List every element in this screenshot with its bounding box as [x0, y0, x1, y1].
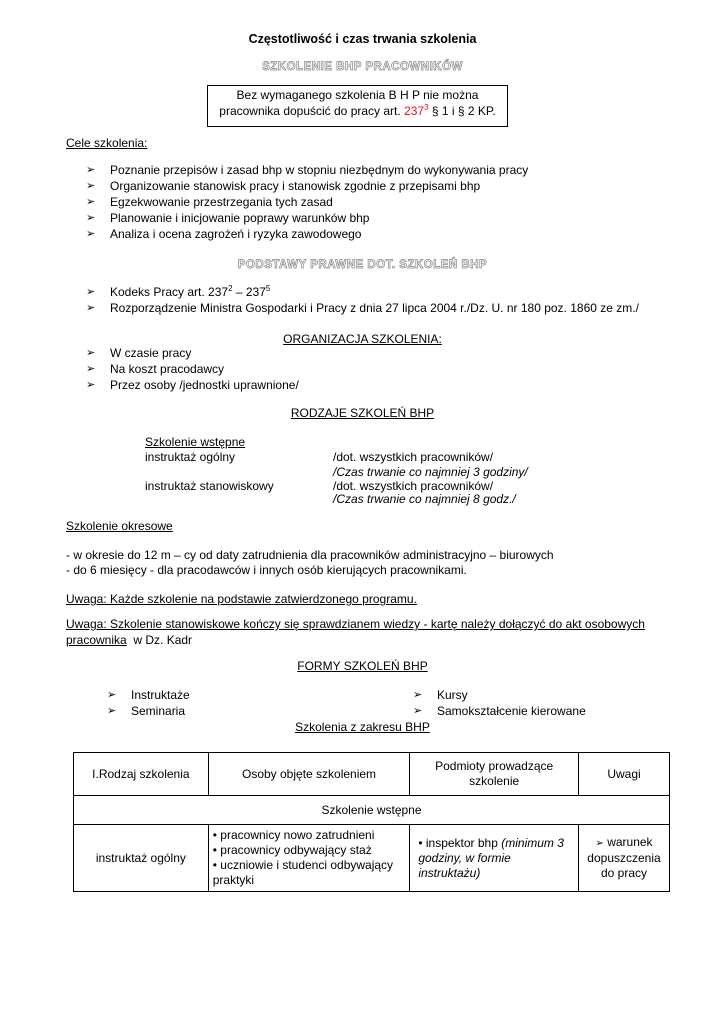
dot-bullet-icon: •: [212, 828, 217, 842]
arrow-bullet-icon: ➢: [413, 689, 423, 701]
notice-article: [404, 104, 428, 118]
list-item: [86, 163, 528, 179]
table-section-cell: Szkolenie wstępne: [74, 796, 670, 825]
arrow-bullet-icon: ➢: [86, 196, 96, 208]
arrow-bullet-icon: ➢: [107, 689, 117, 701]
table-header-cell: Podmioty prowadzące szkolenie: [410, 753, 579, 796]
list-item: [107, 688, 190, 704]
training-table: [73, 752, 670, 892]
organization-heading: ORGANIZACJA SZKOLENIA:: [283, 332, 442, 346]
list-item: [86, 211, 528, 227]
table-header-row: [74, 753, 670, 796]
arrow-bullet-icon: ➢: [86, 180, 96, 192]
table-row: [74, 825, 670, 892]
persons-item: [213, 858, 406, 888]
table-header-cell: Uwagi: [579, 753, 670, 796]
list-item: [86, 301, 639, 317]
arrow-bullet-icon: ➢: [86, 379, 96, 391]
page-title: Częstotliwość i czas trwania szkolenia: [248, 32, 477, 46]
list-item-text: Kursy: [437, 688, 468, 702]
periodic-heading: Szkolenie okresowe: [66, 519, 173, 533]
persons-item-text: pracownicy nowo zatrudnieni: [220, 828, 375, 842]
arrow-bullet-icon: ➢: [86, 363, 96, 375]
list-item-text: W czasie pracy: [110, 346, 192, 360]
table-header-cell: I.Rodzaj szkolenia: [74, 753, 209, 796]
arrow-bullet-icon: ➢: [86, 228, 96, 240]
notice-article-number: 237: [404, 103, 425, 118]
list-item: [86, 285, 639, 301]
arrow-bullet-icon: ➢: [86, 212, 96, 224]
note-1: Uwaga: Każde szkolenie na podstawie zatwierdzonego programu.: [66, 592, 417, 606]
list-item: [86, 227, 528, 243]
provider-text: inspektor bhp: [425, 835, 502, 850]
table-caption: Szkolenia z zakresu BHP: [295, 720, 430, 734]
table-cell-remarks: [579, 825, 670, 892]
list-item-text: Instruktaże: [131, 688, 190, 702]
arrow-bullet-icon: ➢: [86, 164, 96, 176]
list-item-text: Planowanie i inicjowanie poprawy warunków bhp: [110, 211, 370, 225]
list-item-text: Samokształcenie kierowane: [437, 704, 586, 718]
arrow-bullet-icon: ➢: [86, 347, 96, 359]
persons-item: [213, 843, 406, 858]
position-instruction-who: /dot. wszystkich pracowników/: [333, 479, 494, 493]
types-heading: RODZAJE SZKOLEŃ BHP: [290, 406, 435, 420]
arrow-bullet-icon: ➢: [107, 705, 117, 717]
note-2-line1: Uwaga: Szkolenie stanowiskowe kończy się sprawdzianem wiedzy - kartę należy dołączyć do akt osobowych: [66, 617, 645, 631]
list-item-text: Rozporządzenie Ministra Gospodarki i Pracy z dnia 27 lipca 2004 r./Dz. U. nr 180 poz. 1860 ze zm./: [110, 301, 639, 315]
general-instruction-time: /Czas trwanie co najmniej 3 godziny/: [333, 465, 528, 479]
periodic-line2: - do 6 miesięcy - dla pracodawców i innych osób kierujących pracownikami.: [66, 563, 467, 577]
position-instruction-time: /Czas trwanie co najmniej 8 godz./: [333, 492, 516, 506]
legal-heading: PODSTAWY PRAWNE DOT. SZKOLEŃ BHP: [237, 259, 488, 271]
dot-bullet-icon: •: [212, 843, 217, 857]
arrow-bullet-icon: ➢: [595, 838, 604, 849]
list-item: [86, 378, 299, 394]
table-cell-type: instruktaż ogólny: [74, 825, 209, 892]
arrow-bullet-icon: ➢: [86, 302, 96, 314]
remarks-text: warunek dopuszczenia do pracy: [587, 835, 661, 880]
goals-heading: Cele szkolenia:: [66, 136, 148, 150]
legal-item1-prefix: Kodeks Pracy art. 237: [110, 285, 229, 299]
list-item-text: Przez osoby /jednostki uprawnione/: [110, 378, 299, 392]
legal-item1-mid: – 237: [232, 285, 266, 299]
provider-italic-text: (minimum 3 godziny, w formie instruktażu): [418, 835, 564, 880]
legal-item1-sup1: 2: [228, 284, 233, 293]
list-item: [86, 346, 299, 362]
list-item-text: Seminaria: [131, 704, 186, 718]
notice-line2-suffix: § 1 i § 2 KP.: [428, 103, 496, 118]
table-section-row: [74, 796, 670, 825]
notice-line1: Bez wymaganego szkolenia B H P nie można: [236, 88, 479, 102]
initial-training-heading: Szkolenie wstępne: [145, 435, 246, 449]
legal-item1-sup2: 5: [265, 284, 271, 293]
forms-heading: FORMY SZKOLEŃ BHP: [297, 659, 428, 673]
goals-list: [86, 163, 528, 243]
arrow-bullet-icon: ➢: [86, 286, 96, 298]
list-item: [86, 362, 299, 378]
dot-bullet-icon: •: [212, 858, 217, 872]
notice-article-sup: 3: [424, 102, 429, 112]
persons-item: [213, 828, 406, 843]
list-item: [86, 179, 528, 195]
dot-bullet-icon: •: [418, 835, 423, 850]
list-item-text: Na koszt pracodawcy: [110, 362, 225, 376]
list-item-text: Egzekwowanie przestrzegania tych zasad: [110, 195, 333, 209]
organization-list: [86, 346, 299, 394]
list-item-text: Organizowanie stanowisk pracy i stanowisk zgodnie z przepisami bhp: [110, 179, 481, 193]
list-item-text: Analiza i ocena zagrożeń i ryzyka zawodowego: [110, 227, 362, 241]
periodic-line1: - w okresie do 12 m – cy od daty zatrudnienia dla pracowników administracyjno – biurowych: [66, 548, 554, 562]
list-item: [413, 704, 586, 720]
table-header-cell: Osoby objęte szkoleniem: [208, 753, 410, 796]
list-item: [86, 195, 528, 211]
persons-item-text: uczniowie i studenci odbywający praktyki: [212, 858, 394, 887]
forms-list-left: [107, 688, 190, 720]
note-2-suffix: w Dz. Kadr: [126, 632, 193, 647]
notice-line2: [208, 104, 507, 120]
position-instruction-label: instruktaż stanowiskowy: [145, 479, 274, 493]
notice-line2-prefix: pracownika dopuścić do pracy art.: [219, 103, 405, 118]
arrow-bullet-icon: ➢: [413, 705, 423, 717]
general-instruction-label: instruktaż ogólny: [145, 450, 236, 464]
subtitle: SZKOLENIE BHP PRACOWNIKÓW: [262, 61, 463, 73]
list-item: [413, 688, 586, 704]
note-2-line2: [66, 633, 645, 649]
forms-list-right: [413, 688, 586, 720]
list-item: [107, 704, 190, 720]
list-item-text: Poznanie przepisów i zasad bhp w stopniu niezbędnym do wykonywania pracy: [110, 163, 529, 177]
note-2-line2-underlined: pracownika: [66, 632, 127, 647]
notice-box: [207, 85, 508, 127]
legal-list: [86, 285, 639, 317]
table-cell-persons: [208, 825, 410, 892]
table-cell-provider: [410, 825, 579, 892]
general-instruction-who: /dot. wszystkich pracowników/: [333, 450, 494, 464]
persons-item-text: pracownicy odbywający staż: [220, 843, 372, 857]
note-2: [66, 617, 645, 648]
